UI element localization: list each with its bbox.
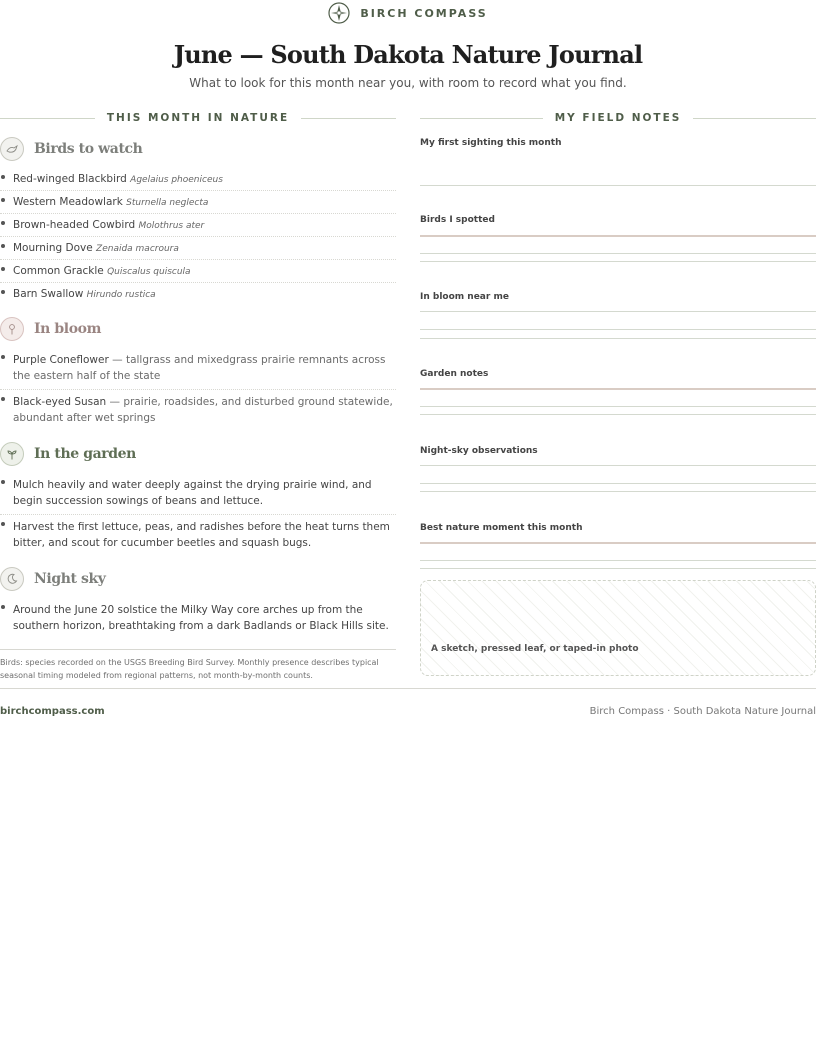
writing-line	[420, 560, 816, 561]
writing-line	[420, 338, 816, 339]
field-label: Best nature moment this month	[420, 523, 583, 533]
field-label: In bloom near me	[420, 292, 509, 302]
field-notes-column	[420, 138, 816, 600]
field-label: Garden notes	[420, 369, 489, 379]
list-item: Common Grackle Quiscalus quiscula	[0, 260, 396, 283]
field-label: Night-sky observations	[420, 446, 538, 456]
field-label: My first sighting this month	[420, 138, 562, 148]
section-title: In bloom	[34, 321, 101, 337]
list-item: Barn Swallow Hirundo rustica	[0, 283, 396, 306]
photo-box[interactable]	[420, 580, 816, 676]
note-field-birds-spotted[interactable]	[420, 215, 816, 292]
photo-box-label: A sketch, pressed leaf, or taped-in photo	[431, 644, 639, 654]
writing-line	[420, 311, 816, 312]
section-title: Birds to watch	[34, 141, 143, 157]
list-item: Brown-headed Cowbird Molothrus ater	[0, 214, 396, 237]
right-column-heading	[420, 110, 816, 126]
note-field-in-bloom[interactable]	[420, 292, 816, 369]
flower-icon	[0, 317, 24, 341]
footer-website[interactable]: birchcompass.com	[0, 706, 105, 717]
seedling-icon	[0, 442, 24, 466]
right-column-heading-label: MY FIELD NOTES	[554, 112, 682, 124]
section-title: In the garden	[34, 446, 136, 462]
writing-line	[420, 388, 816, 390]
footnote: Birds: species recorded on the USGS Breeding Bird Survey. Monthly presence describes typical seasonal timing modeled from regional patterns, not month-by-month counts.	[0, 649, 396, 682]
list-item: Black-eyed Susan — prairie, roadsides, and disturbed ground statewide, abundant after wet springs	[0, 390, 396, 431]
list-item: Purple Coneflower — tallgrass and mixedgrass prairie remnants across the eastern half of the state	[0, 348, 396, 390]
writing-line	[420, 261, 816, 262]
writing-line	[420, 483, 816, 484]
section-in-bloom	[0, 316, 396, 431]
section-night-sky	[0, 566, 396, 639]
note-field-night-sky[interactable]	[420, 446, 816, 523]
writing-line	[420, 542, 816, 544]
left-column-heading-label: THIS MONTH IN NATURE	[106, 112, 290, 124]
note-field-first-sighting[interactable]	[420, 138, 816, 215]
brand-name: BIRCH COMPASS	[360, 6, 488, 20]
section-birds	[0, 136, 396, 306]
note-field-garden[interactable]	[420, 369, 816, 446]
footer-divider	[0, 688, 816, 689]
page-title: June — South Dakota Nature Journal	[173, 40, 643, 69]
section-title: Night sky	[34, 571, 106, 587]
writing-line	[420, 235, 816, 237]
writing-line	[420, 406, 816, 407]
field-label: Birds I spotted	[420, 215, 495, 225]
list-item: Western Meadowlark Sturnella neglecta	[0, 191, 396, 214]
page-subtitle: What to look for this month near you, with room to record what you find.	[189, 76, 627, 90]
bird-icon	[0, 137, 24, 161]
list-item: Around the June 20 solstice the Milky Way core arches up from the southern horizon, breathtaking from a dark Badlands or Black Hills site.	[0, 598, 396, 639]
writing-line	[420, 329, 816, 330]
writing-line	[420, 568, 816, 569]
writing-line	[420, 491, 816, 492]
list-item: Mulch heavily and water deeply against the drying prairie wind, and begin succession sowings of beans and lettuce.	[0, 473, 396, 515]
brand	[0, 2, 816, 24]
section-garden	[0, 441, 396, 556]
writing-line	[420, 185, 816, 186]
list-item: Red-winged Blackbird Agelaius phoeniceus	[0, 168, 396, 191]
compass-icon	[328, 2, 350, 24]
writing-line	[420, 414, 816, 415]
writing-line	[420, 465, 816, 466]
list-item: Mourning Dove Zenaida macroura	[0, 237, 396, 260]
list-item: Harvest the first lettuce, peas, and radishes before the heat turns them bitter, and scout for cucumber beetles and squash bugs.	[0, 515, 396, 556]
footer-credit: Birch Compass · South Dakota Nature Journal	[589, 706, 816, 717]
writing-line	[420, 253, 816, 254]
nature-column	[0, 136, 396, 682]
moon-icon	[0, 567, 24, 591]
left-column-heading	[0, 110, 396, 126]
